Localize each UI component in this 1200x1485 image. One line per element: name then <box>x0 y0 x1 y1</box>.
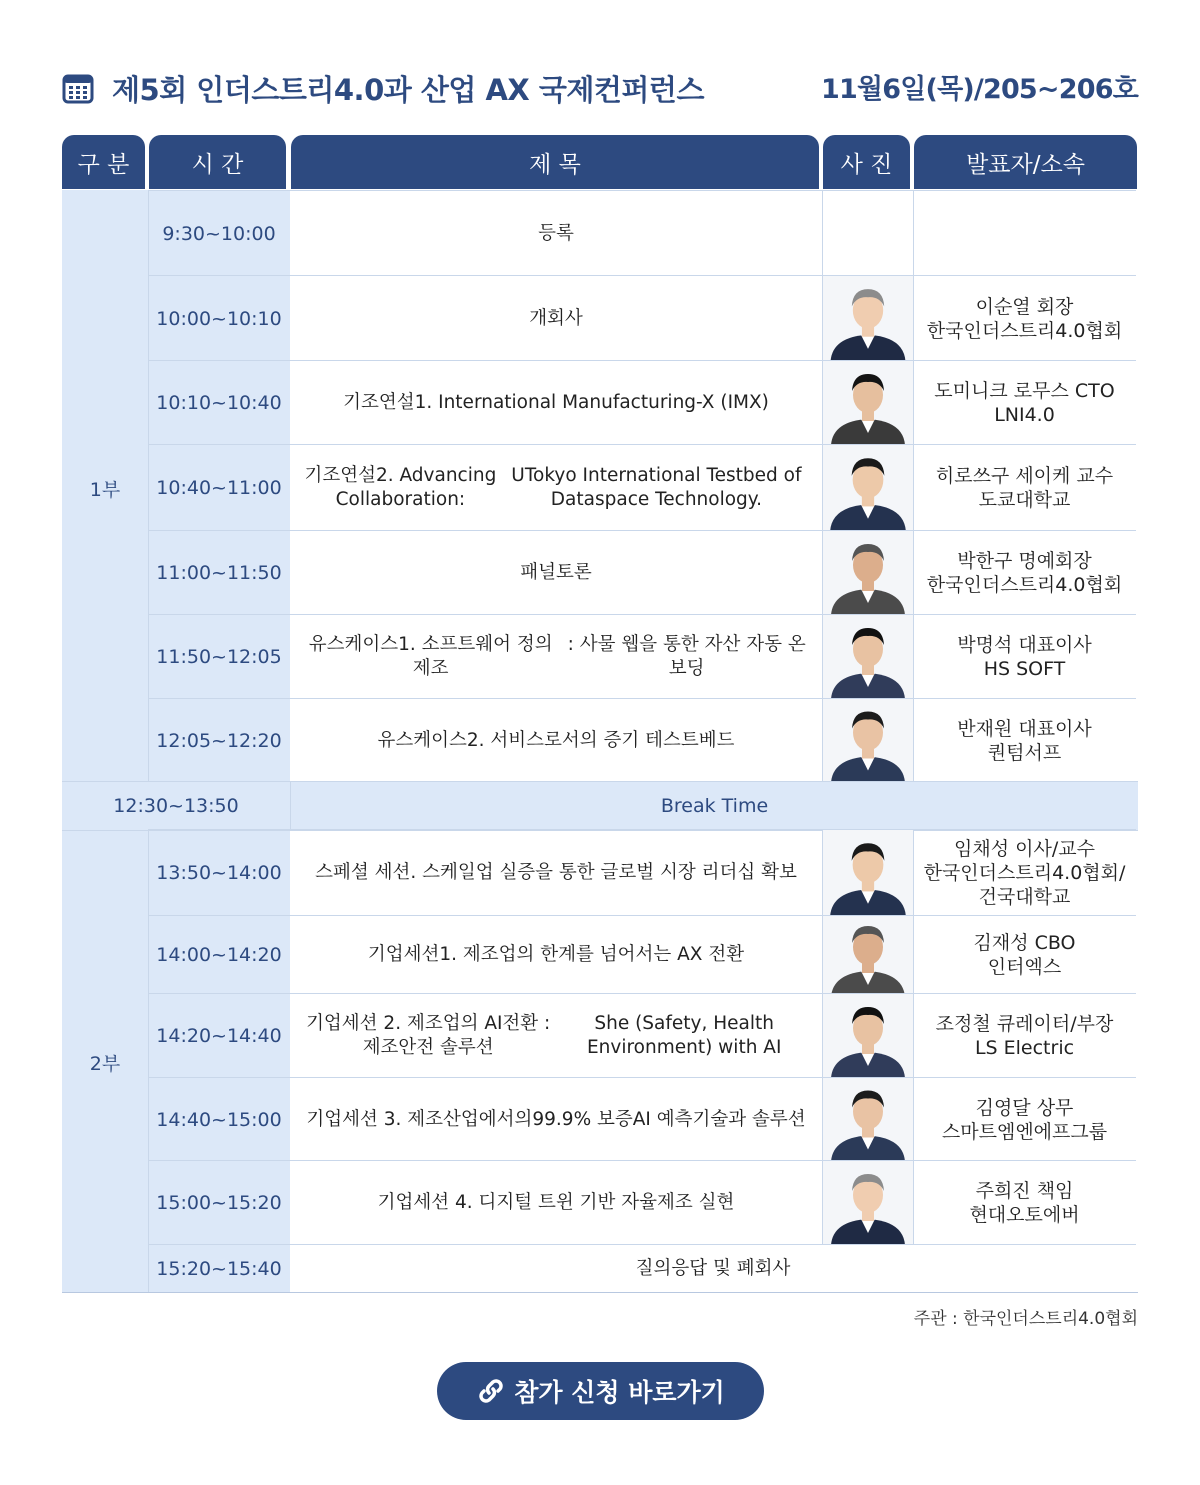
speaker-name: 도미니크 로무스 CTO <box>934 380 1115 402</box>
column-header-section: 구 분 <box>62 135 145 189</box>
speaker-affiliation: 한국인더스트리4.0협회 <box>926 319 1123 342</box>
break-row <box>62 781 1138 831</box>
title-bar <box>62 68 1138 114</box>
register-button[interactable] <box>437 1362 764 1420</box>
host-note: 주관 : 한국인더스트리4.0협회 <box>913 1309 1138 1329</box>
schedule-row <box>148 190 1136 276</box>
schedule-row <box>148 915 1136 994</box>
column-header-title: 제 목 <box>291 135 819 189</box>
title-line: She (Safety, Health Environment) with AI <box>586 1013 782 1058</box>
speaker-photo <box>822 276 914 361</box>
speaker-photo <box>822 1161 914 1245</box>
title-line: 유스케이스1. 소프트웨어 정의 제조 <box>308 634 553 679</box>
speaker-affiliation: 도쿄대학교 <box>978 489 1071 511</box>
row-time: 9:30~10:00 <box>162 222 276 245</box>
schedule-row <box>148 444 1136 531</box>
speaker-photo <box>822 531 914 615</box>
schedule-row <box>148 1077 1136 1161</box>
page-title: 제5회 인더스트리4.0과 산업 AX 국제컨퍼런스 <box>112 73 704 107</box>
speaker-info <box>913 916 1136 994</box>
speaker-affiliation: 한국인더스트리4.0협회/ <box>923 862 1126 884</box>
title-line: 질의응답 및 폐회사 <box>635 1258 791 1279</box>
row-title <box>290 191 822 276</box>
title-line: 스페셜 세션. 스케일업 실증을 통한 글로벌 시장 리더십 확보 <box>315 862 797 883</box>
speaker-name: 조정철 큐레이터/부장 <box>935 1013 1114 1035</box>
row-title <box>290 699 822 782</box>
speaker-photo <box>822 830 914 916</box>
speaker-photo <box>822 361 914 445</box>
speaker-info <box>913 615 1136 699</box>
speaker-name: 김재성 CBO <box>973 932 1076 954</box>
title-line: 등록 <box>538 222 574 244</box>
empty-photo-cell <box>822 191 914 276</box>
row-time: 14:00~14:20 <box>156 944 282 966</box>
row-title <box>290 276 822 361</box>
row-time: 10:40~11:00 <box>156 477 282 499</box>
row-title <box>290 830 822 916</box>
speaker-photo <box>822 916 914 994</box>
title-line: 기조연설2. Advancing Collaboration: <box>304 465 497 510</box>
title-line: 유스케이스2. 서비스로서의 증기 테스트베드 <box>377 729 735 751</box>
title-line: 개회사 <box>529 307 583 329</box>
schedule-row <box>148 275 1136 361</box>
row-title <box>290 916 822 994</box>
column-header-time: 시 간 <box>149 135 286 189</box>
title-line: : 사물 웹을 통한 자산 자동 온보딩 <box>567 634 806 679</box>
speaker-name: 박한구 명예회장 <box>957 550 1092 572</box>
speaker-name: 주희진 책임 <box>975 1180 1074 1202</box>
row-time: 12:05~12:20 <box>156 729 282 752</box>
row-title <box>290 994 822 1078</box>
speaker-photo <box>822 1078 914 1161</box>
column-header-photo: 사 진 <box>823 135 910 189</box>
column-header-speaker: 발표자/소속 <box>914 135 1137 189</box>
section-label-part2: 2부 <box>89 1053 121 1075</box>
row-time: 14:40~15:00 <box>156 1108 282 1131</box>
title-line: 패널토론 <box>520 562 592 583</box>
speaker-info <box>913 830 1136 916</box>
speaker-affiliation: HS SOFT <box>983 658 1066 680</box>
schedule-row <box>148 360 1136 445</box>
row-time: 11:00~11:50 <box>156 562 282 584</box>
speaker-info <box>913 699 1136 782</box>
speaker-affiliation: 스마트엠엔에프그룹 <box>941 1120 1108 1143</box>
speaker-affiliation: LS Electric <box>974 1037 1075 1059</box>
speaker-affiliation: 한국인더스트리4.0협회 <box>926 574 1123 596</box>
schedule-row <box>148 530 1136 615</box>
title-line: UTokyo International Testbed of Dataspace Technology. <box>511 465 802 510</box>
row-time: 11:50~12:05 <box>156 646 282 668</box>
speaker-name: 히로쓰구 세이케 교수 <box>935 465 1114 487</box>
table-bottom-border <box>62 1292 1138 1293</box>
row-title <box>290 531 822 615</box>
speaker-name: 이순열 회장 <box>975 295 1074 318</box>
speaker-name: 반재원 대표이사 <box>957 717 1092 740</box>
schedule-row <box>148 829 1136 916</box>
row-time: 13:50~14:00 <box>156 862 282 884</box>
speaker-info <box>913 276 1136 361</box>
speaker-info <box>913 361 1136 445</box>
title-line: 기업세션1. 제조업의 한계를 넘어서는 AX 전환 <box>367 944 745 965</box>
title-line: 기업세션 2. 제조업의 AI전환 : 제조안전 솔루션 <box>306 1013 551 1058</box>
schedule-row <box>148 1160 1136 1245</box>
row-time: 15:20~15:40 <box>156 1258 282 1280</box>
speaker-name: 임채성 이사/교수 <box>954 838 1095 860</box>
row-title <box>290 445 822 531</box>
speaker-photo <box>822 994 914 1078</box>
row-title <box>290 1078 822 1161</box>
section-label-part1: 1부 <box>89 479 121 501</box>
title-line: 99.9% 보증AI 예측기술과 솔루션 <box>532 1108 806 1130</box>
speaker-name: 김영달 상무 <box>975 1096 1074 1119</box>
speaker-affiliation: 인터엑스 <box>987 956 1062 978</box>
row-title <box>290 1161 822 1245</box>
speaker-info <box>913 445 1136 531</box>
speaker-name: 박명석 대표이사 <box>957 634 1092 656</box>
event-date: 11월6일(목)/205~206호 <box>821 74 1138 105</box>
row-time: 15:00~15:20 <box>156 1192 282 1214</box>
speaker-affiliation: 건국대학교 <box>978 886 1071 908</box>
speaker-affiliation: 퀀텀서프 <box>987 741 1062 764</box>
schedule-row <box>148 698 1136 782</box>
speaker-info <box>913 994 1136 1078</box>
row-title <box>290 1245 1136 1293</box>
speaker-info <box>913 191 1136 276</box>
title-line: 기업세션 4. 디지털 트윈 기반 자율제조 실현 <box>377 1192 735 1213</box>
speaker-photo <box>822 699 914 782</box>
title-line: 기조연설1. International Manufacturing-X (IMX) <box>343 392 769 413</box>
register-button-label: 참가 신청 바로가기 <box>514 1378 725 1407</box>
break-time: 12:30~13:50 <box>113 795 239 817</box>
row-title <box>290 615 822 699</box>
calendar-icon <box>62 72 94 104</box>
row-time: 10:10~10:40 <box>156 392 282 414</box>
speaker-affiliation: 현대오토에버 <box>969 1204 1080 1226</box>
row-title <box>290 361 822 445</box>
speaker-info <box>913 1161 1136 1245</box>
speaker-photo <box>822 615 914 699</box>
speaker-info <box>913 531 1136 615</box>
speaker-photo <box>822 445 914 531</box>
title-line: 기업세션 3. 제조산업에서의 <box>306 1108 533 1130</box>
row-time: 14:20~14:40 <box>156 1025 282 1047</box>
schedule-row <box>148 993 1136 1078</box>
link-icon <box>476 1376 506 1406</box>
schedule-row <box>148 614 1136 699</box>
break-label: Break Time <box>290 782 1138 830</box>
speaker-affiliation: LNI4.0 <box>994 404 1055 426</box>
speaker-info <box>913 1078 1136 1161</box>
schedule-row <box>148 1244 1136 1293</box>
row-time: 10:00~10:10 <box>156 307 282 330</box>
